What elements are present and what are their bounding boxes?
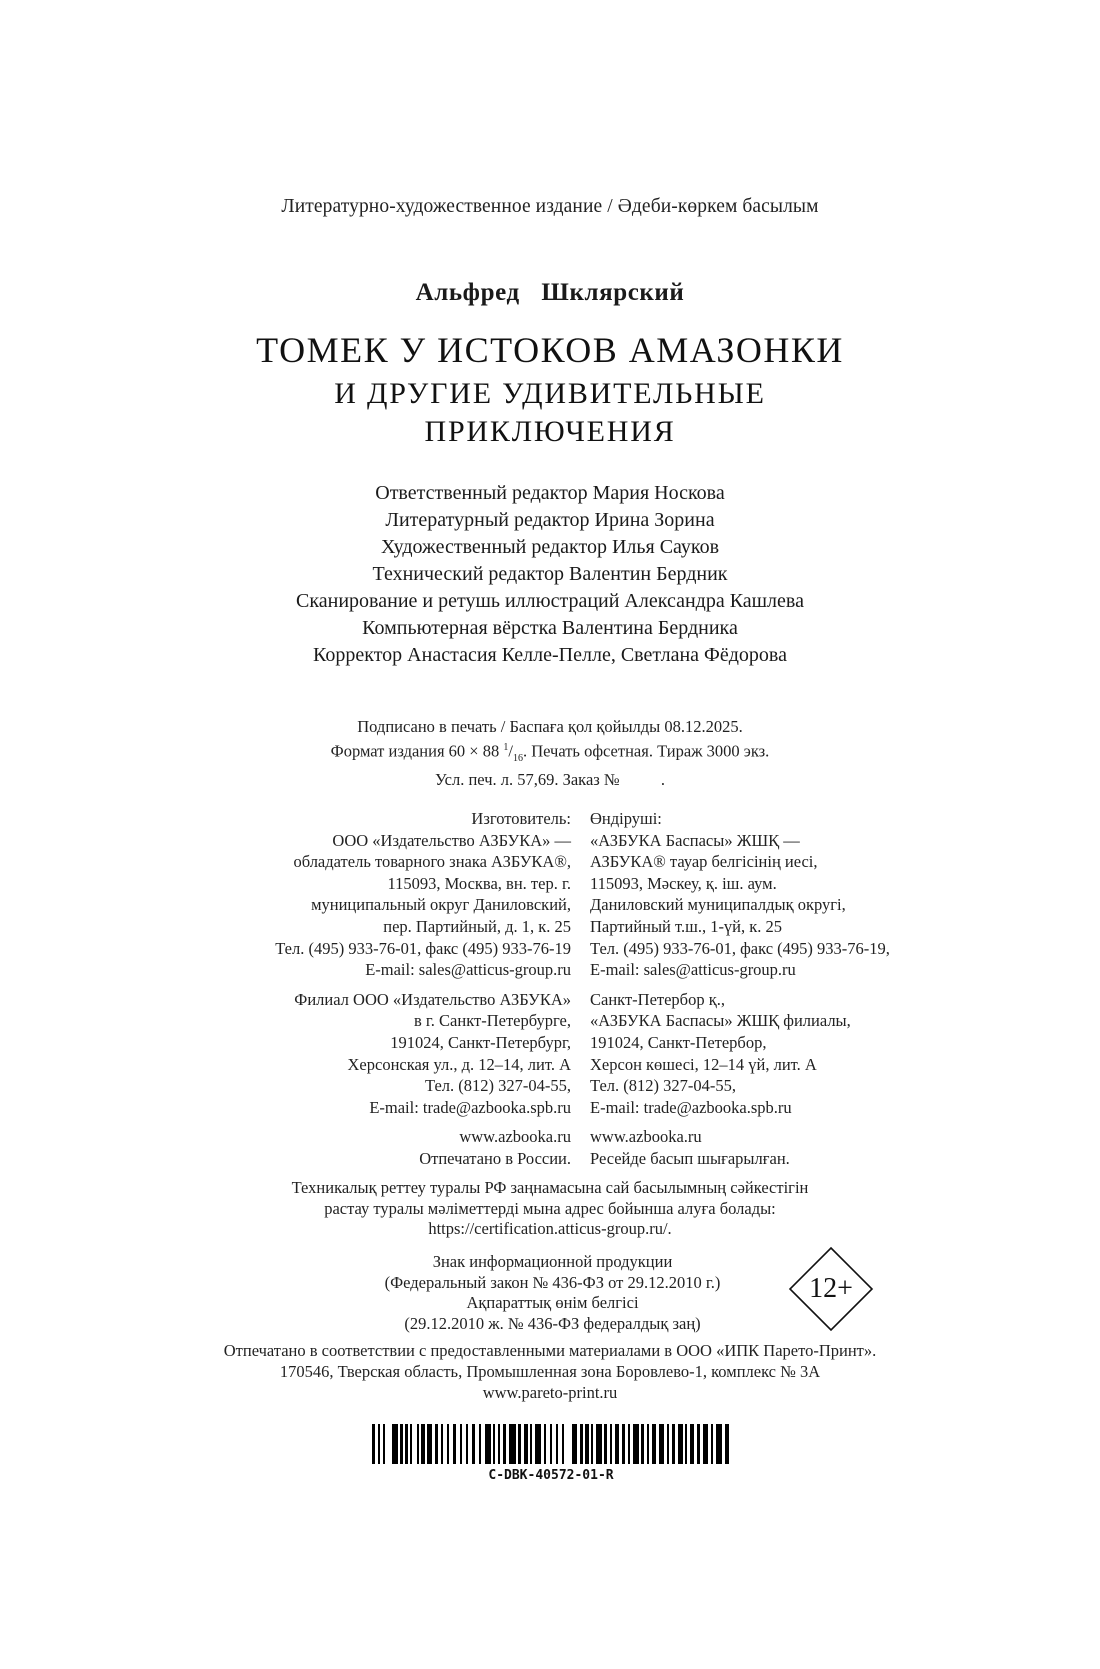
info-line: 191024, Санкт-Петербор,: [590, 1032, 767, 1052]
imprint-sheets: Усл. печ. л. 57,69. Заказ № .: [434, 769, 666, 789]
sign-line: Знак информационной продукции: [432, 1252, 673, 1271]
imprint-signed: Подписано в печать / Баспаға қол қойылды 08.12.2025.: [357, 717, 743, 736]
printer-line: 170546, Тверская область, Промышленная зона Боровлево-1, комплекс № 3А: [279, 1362, 821, 1381]
book-subtitle-line-1: И ДРУГИЕ УДИВИТЕЛЬНЫЕ: [334, 377, 766, 410]
format-fraction-denominator: 16: [512, 752, 523, 764]
spacer: [590, 981, 890, 989]
info-line: «АЗБУКА Баспасы» ЖШҚ филиалы,: [590, 1011, 851, 1031]
info-line: 115093, Москва, вн. тер. г.: [387, 873, 571, 893]
info-line: 115093, Мәскеу, қ. іш. аум.: [590, 873, 777, 893]
book-title: ТОМЕК У ИСТОКОВ АМАЗОНКИ: [256, 330, 844, 370]
info-line: обладатель товарного знака АЗБУКА®,: [293, 852, 571, 872]
credit-line: Технический редактор Валентин Бердник: [372, 563, 728, 585]
info-line: Өндіруші:: [590, 809, 662, 828]
sign-line: (Федеральный закон № 436-ФЗ от 29.12.2010 г.): [384, 1272, 721, 1292]
sign-line: Ақпараттық өнім белгісі: [466, 1293, 639, 1312]
info-line: Филиал ООО «Издательство АЗБУКА»: [294, 989, 571, 1009]
info-line: Отпечатано в России.: [419, 1148, 571, 1168]
publisher-info-kazakh: [590, 808, 890, 1170]
credit-line: Художественный редактор Илья Сауков: [380, 536, 720, 558]
tech-line: Техникалық реттеу туралы РФ заңнамасына сай басылымның сәйкестігін: [291, 1178, 809, 1197]
info-line: Тел. (495) 933-76-01, факс (495) 933-76-19: [275, 938, 571, 958]
imprint-format: Формат издания 60 × 88 $^1/_{16}$. Печать офсетная. Тираж 3000 экз.: [330, 741, 770, 764]
spacer: [275, 1118, 571, 1126]
age-rating-badge: [788, 1246, 874, 1332]
info-line: Тел. (812) 327-04-55,: [590, 1076, 736, 1096]
format-fraction-numerator: 1: [503, 742, 509, 753]
info-line: «АЗБУКА Баспасы» ЖШҚ —: [590, 830, 800, 850]
credit-line: Литературный редактор Ирина Зорина: [385, 509, 715, 531]
info-line: Херсонская ул., д. 12–14, лит. А: [347, 1054, 571, 1074]
publisher-info-russian: [275, 808, 571, 1170]
info-line: E-mail: trade@azbooka.spb.ru: [369, 1097, 571, 1117]
info-line: 191024, Санкт-Петербург,: [390, 1032, 571, 1052]
age-rating-label: 12+: [809, 1273, 853, 1304]
info-line: Херсон көшесі, 12–14 үй, лит. А: [590, 1054, 817, 1074]
info-line: Партийный т.ш., 1-үй, к. 25: [590, 916, 783, 936]
info-line: муниципальный округ Даниловский,: [311, 895, 571, 915]
barcode: [372, 1424, 730, 1464]
printer-info: [0, 1340, 1100, 1403]
info-line: Тел. (495) 933-76-01, факс (495) 933-76-19,: [590, 938, 890, 958]
info-line: Изготовитель:: [471, 809, 571, 828]
info-line: в г. Санкт-Петербурге,: [413, 1011, 571, 1031]
info-line: Тел. (812) 327-04-55,: [425, 1076, 571, 1096]
info-line: Ресейде басып шығарылған.: [590, 1148, 790, 1168]
certification-link: https://certification.atticus-group.ru/.: [428, 1219, 672, 1238]
credits-list: [0, 480, 1100, 669]
credit-line: Компьютерная вёрстка Валентина Бердника: [362, 617, 738, 639]
credit-line: Корректор Анастасия Келле-Пелле, Светлана Фёдорова: [313, 644, 787, 666]
info-line: пер. Партийный, д. 1, к. 25: [383, 916, 571, 936]
spacer: [590, 1118, 890, 1126]
credit-line: Ответственный редактор Мария Носкова: [375, 482, 725, 504]
credit-line: Сканирование и ретушь иллюстраций Александра Кашлева: [296, 590, 804, 612]
author-name: Альфред Шклярский: [415, 279, 685, 306]
spacer: [275, 981, 571, 989]
info-line: АЗБУКА® тауар белгісінің иесі,: [590, 852, 818, 872]
info-line: E-mail: sales@atticus-group.ru: [365, 960, 571, 980]
info-line: E-mail: sales@atticus-group.ru: [590, 960, 796, 980]
info-product-sign-text: [340, 1252, 765, 1334]
sign-line: (29.12.2010 ж. № 436-ФЗ федералдық заң): [404, 1313, 701, 1333]
printer-line: Отпечатано в соответствии с предоставленными материалами в ООО «ИПК Парето-Принт».: [223, 1341, 877, 1360]
tech-regulation-note: [0, 1178, 1100, 1240]
printer-url: www.pareto-print.ru: [482, 1383, 618, 1402]
format-suffix: . Печать офсетная. Тираж 3000 экз.: [522, 741, 770, 761]
book-subtitle: [0, 375, 1100, 451]
series-line: Литературно-художественное издание / Әдеби-көркем басылым: [281, 196, 819, 217]
tech-line: растау туралы мәліметтерді мына адрес бойынша алуға болады:: [324, 1198, 776, 1218]
imprint-block: [0, 716, 1100, 790]
info-line: Санкт-Петербор қ.,: [590, 989, 725, 1009]
book-subtitle-line-2: ПРИКЛЮЧЕНИЯ: [424, 415, 676, 448]
info-line: Даниловский муниципалдық округі,: [590, 895, 846, 915]
info-line: E-mail: trade@azbooka.spb.ru: [590, 1097, 792, 1117]
barcode-code: C-DBK-40572-01-R: [488, 1468, 614, 1483]
info-line: ООО «Издательство АЗБУКА» —: [332, 830, 571, 850]
info-line: www.azbooka.ru: [590, 1127, 702, 1147]
barcode-icon: [372, 1424, 730, 1464]
format-prefix: Формат издания 60 × 88: [330, 741, 504, 761]
info-line: www.azbooka.ru: [459, 1127, 571, 1147]
